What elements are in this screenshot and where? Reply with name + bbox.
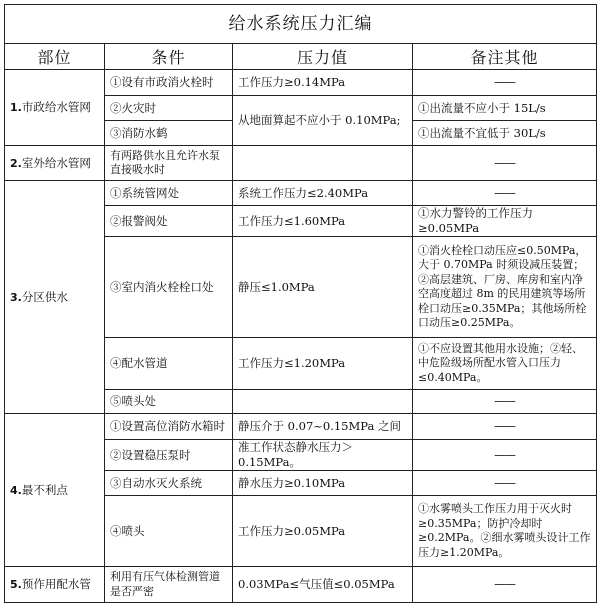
table-row-condition: ④配水管道 <box>105 338 233 390</box>
empty-dash: —— <box>413 146 597 181</box>
table-row-pressure: 工作压力≤1.60MPa <box>233 206 413 237</box>
table-row-condition: ②报警阀处 <box>105 206 233 237</box>
table-row-pressure: 静水压力≥0.10MPa <box>233 471 413 496</box>
section-zoned-supply: 3.分区供水 <box>5 181 105 414</box>
table-row-condition: ③消防水鹤 <box>105 121 233 146</box>
table-row-pressure: 准工作状态静水压力＞0.15MPa。 <box>233 440 413 471</box>
table-row-condition: ①设有市政消火栓时 <box>105 70 233 96</box>
section-outdoor: 2.室外给水管网 <box>5 146 105 181</box>
empty-dash: —— <box>413 471 597 496</box>
pressure-table <box>4 4 597 603</box>
table-title: 给水系统压力汇编 <box>5 5 597 44</box>
section-preaction-pipe: 5.预作用配水管 <box>5 567 105 603</box>
section-municipal: 1.市政给水管网 <box>5 70 105 146</box>
empty-dash: —— <box>413 390 597 414</box>
empty-dash: —— <box>413 181 597 206</box>
table-row-pressure: 静压介于 0.07~0.15MPa 之间 <box>233 414 413 440</box>
table-row-condition: ①设置高位消防水箱时 <box>105 414 233 440</box>
table-row-note: ①出流量不应小于 15L/s <box>413 96 597 121</box>
table-row-pressure: 系统工作压力≤2.40MPa <box>233 181 413 206</box>
table-row-pressure: 静压≤1.0MPa <box>233 237 413 338</box>
table-row-pressure: 工作压力≥0.05MPa <box>233 496 413 567</box>
table-row-note: ①水力警铃的工作压力≥0.05MPa <box>413 206 597 237</box>
empty-dash: —— <box>413 440 597 471</box>
table-row-pressure <box>233 390 413 414</box>
table-row-condition: ②设置稳压泵时 <box>105 440 233 471</box>
table-row-condition: ④喷头 <box>105 496 233 567</box>
empty-dash: —— <box>413 414 597 440</box>
table-row-pressure: 工作压力≤1.20MPa <box>233 338 413 390</box>
table-row-pressure <box>233 146 413 181</box>
table-row-condition: ②火灾时 <box>105 96 233 121</box>
table-row-pressure: 从地面算起不应小于 0.10MPa; <box>233 96 413 146</box>
table-row-condition: 有两路供水且允许水泵直接吸水时 <box>105 146 233 181</box>
table-row-note: ①出流量不宜低于 30L/s <box>413 121 597 146</box>
section-least-favorable: 4.最不利点 <box>5 414 105 567</box>
table-row-note: ①不应设置其他用水设施；②轻、中危险级场所配水管入口压力≤0.40MPa。 <box>413 338 597 390</box>
table-row-condition: ⑤喷头处 <box>105 390 233 414</box>
empty-dash: —— <box>413 567 597 603</box>
table-row-note: ①消火栓栓口动压应≤0.50MPa，大于 0.70MPa 时须设减压装置；②高层建筑、厂房、库房和室内净空高度超过 8m 的民用建筑等场所栓口动压≥0.35MPa；其他场所栓口动压≥0.25MPa。 <box>413 237 597 338</box>
table-row-condition: 利用有压气体检测管道是否严密 <box>105 567 233 603</box>
table-row-condition: ③室内消火栓栓口处 <box>105 237 233 338</box>
table-row-pressure: 0.03MPa≤气压值≤0.05MPa <box>233 567 413 603</box>
pressure-summary-sheet <box>4 4 596 604</box>
header-condition: 条件 <box>105 44 233 70</box>
header-remarks: 备注其他 <box>413 44 597 70</box>
empty-dash: —— <box>413 70 597 96</box>
header-location: 部位 <box>5 44 105 70</box>
table-row-condition: ③自动水灭火系统 <box>105 471 233 496</box>
header-pressure: 压力值 <box>233 44 413 70</box>
table-row-condition: ①系统管网处 <box>105 181 233 206</box>
table-row-pressure: 工作压力≥0.14MPa <box>233 70 413 96</box>
table-row-note: ①水雾喷头工作压力用于灭火时≥0.35MPa；防护冷却时≥0.2MPa。②细水雾喷头设计工作压力≥1.20MPa。 <box>413 496 597 567</box>
